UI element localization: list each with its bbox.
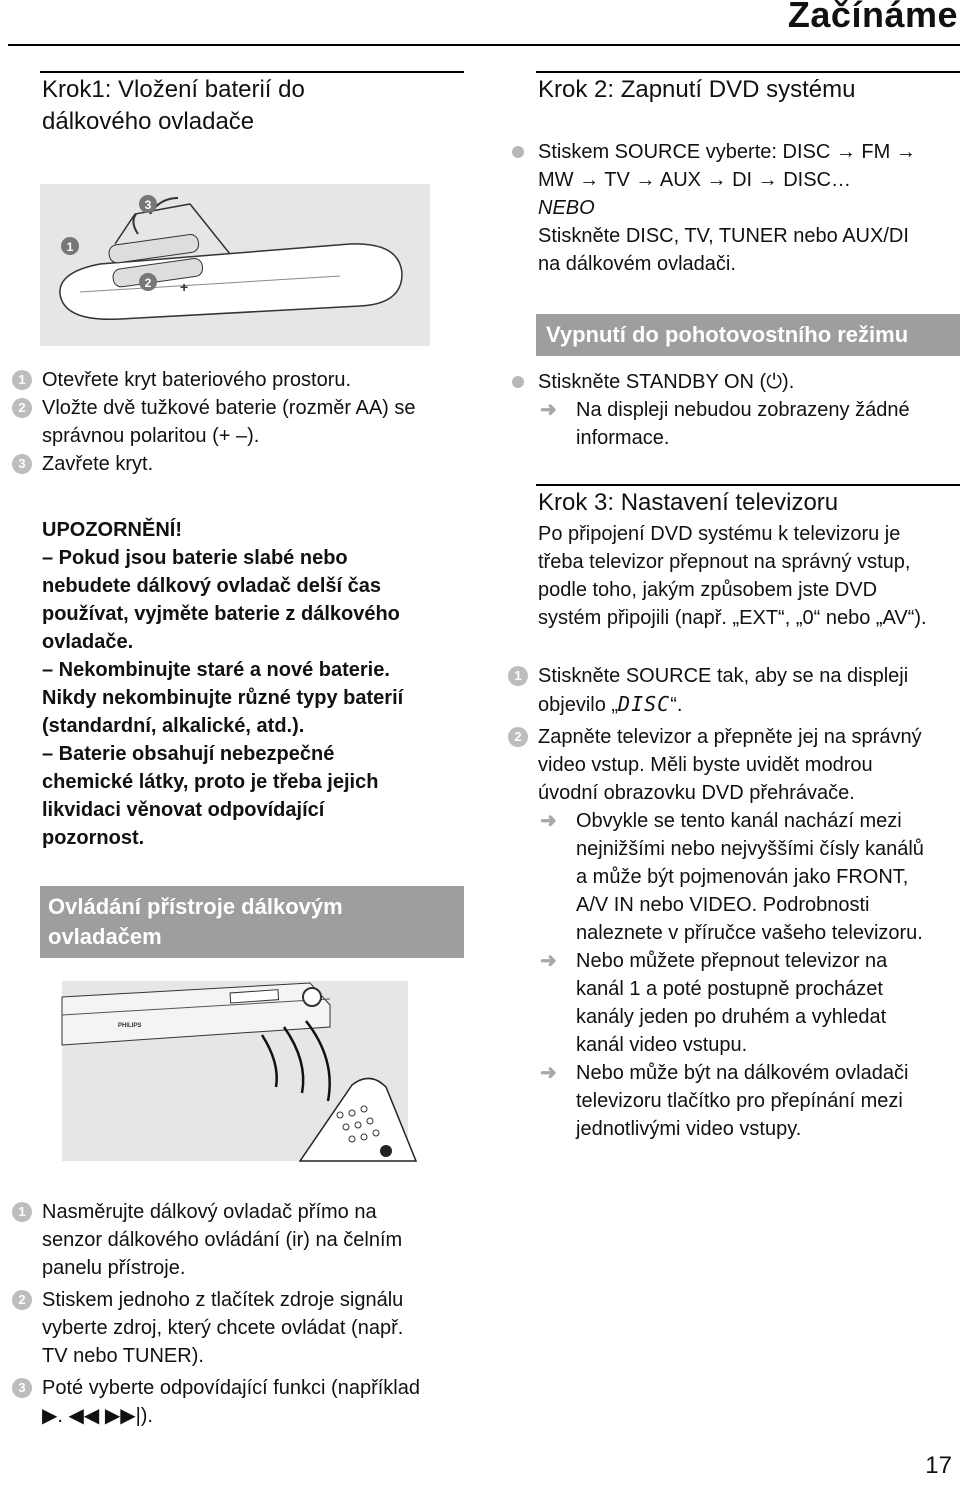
result-line: A/V IN nebo VIDEO. Podrobnosti bbox=[576, 894, 870, 916]
device-remote-drawing bbox=[40, 975, 420, 1165]
step-text: Zavřete kryt. bbox=[42, 453, 154, 475]
remote-control-banner bbox=[40, 886, 464, 958]
krok2-body bbox=[508, 138, 960, 278]
bullet-icon bbox=[512, 376, 524, 388]
krok1-title-line1: Krok1: Vložení baterií do bbox=[42, 76, 305, 103]
warning-line: – Pokud jsou baterie slabé nebo bbox=[42, 547, 348, 569]
step-text-part: objevilo „ bbox=[538, 694, 619, 716]
krok2-line: na dálkovém ovladači. bbox=[538, 253, 736, 275]
step-text: Zapněte televizor a přepněte jej na správný bbox=[538, 726, 922, 748]
warning-line: pozornost. bbox=[42, 827, 145, 849]
remote-step-2 bbox=[12, 1286, 472, 1370]
warning-line: ovladače. bbox=[42, 631, 134, 653]
standby-body bbox=[508, 368, 960, 452]
arrow-right-icon: ➜ bbox=[540, 950, 557, 972]
step-text-part: “. bbox=[670, 694, 683, 716]
remote-step-3 bbox=[12, 1374, 472, 1430]
krok3-intro-line: Po připojení DVD systému k televizoru je bbox=[538, 523, 901, 545]
krok3-intro-line: podle toho, jakým způsobem jste DVD bbox=[538, 579, 878, 601]
lcd-disc-display: DISC bbox=[618, 692, 671, 716]
remote-step-1 bbox=[12, 1198, 472, 1282]
battery-insertion-illustration bbox=[40, 184, 430, 346]
step-text: Vložte dvě tužkové baterie (rozměr AA) se bbox=[42, 397, 416, 419]
result-line: Obvykle se tento kanál nachází mezi bbox=[576, 810, 902, 832]
result-block-3 bbox=[508, 1059, 960, 1143]
banner-line: Ovládání přístroje dálkovým bbox=[48, 894, 343, 919]
result-line: kanály jeden po druhém a vyhledat bbox=[576, 1006, 887, 1028]
krok3-rule bbox=[536, 484, 960, 486]
krok2-item bbox=[508, 138, 960, 278]
battery-step-2 bbox=[12, 394, 462, 450]
warning-line: (standardní, alkalické, atd.). bbox=[42, 715, 305, 737]
step-text: úvodní obrazovku DVD přehrávače. bbox=[538, 782, 855, 804]
remote-steps bbox=[12, 1198, 472, 1430]
warning-line: – Nekombinujte staré a nové baterie. bbox=[42, 659, 390, 681]
result-block-2 bbox=[508, 947, 960, 1059]
step-text: video vstup. Měli byste uvidět modrou bbox=[538, 754, 873, 776]
step-number: 2 bbox=[508, 727, 528, 747]
step-text: TV nebo TUNER). bbox=[42, 1345, 204, 1367]
step-text: správnou polaritou (+ –). bbox=[42, 425, 260, 447]
krok2-line: Stiskněte DISC, TV, TUNER nebo AUX/DI bbox=[538, 225, 909, 247]
battery-steps bbox=[12, 366, 462, 478]
step-number: 3 bbox=[12, 1378, 32, 1398]
krok2-title: Krok 2: Zapnutí DVD systému bbox=[538, 76, 856, 103]
arrow-right-icon: ➜ bbox=[540, 399, 557, 421]
arrow-right-icon: ➜ bbox=[540, 1062, 557, 1084]
krok2-line: Stiskem SOURCE vyberte: DISC → FM → bbox=[538, 141, 916, 163]
standby-item bbox=[508, 368, 960, 396]
page-number: 17 bbox=[925, 1452, 952, 1479]
step-text: Stiskem jednoho z tlačítek zdroje signálu bbox=[42, 1289, 404, 1311]
step-number: 1 bbox=[12, 1202, 32, 1222]
bullet-icon bbox=[512, 146, 524, 158]
banner-line: ovladačem bbox=[48, 924, 162, 949]
warning-line: Nikdy nekombinujte různé typy baterií bbox=[42, 687, 404, 709]
battery-step-3 bbox=[12, 450, 462, 478]
step-text: Stiskněte SOURCE tak, aby se na displeji bbox=[538, 665, 909, 687]
result-line: Nebo můžete přepnout televizor na bbox=[576, 950, 888, 972]
device-remote-illustration bbox=[40, 975, 420, 1165]
standby-result-line: informace. bbox=[576, 427, 670, 449]
krok1-heading bbox=[42, 74, 462, 138]
step-text: panelu přístroje. bbox=[42, 1257, 186, 1279]
left-column-rule bbox=[40, 71, 464, 73]
header-divider bbox=[8, 44, 960, 46]
result-line: kanál video vstupu. bbox=[576, 1034, 748, 1056]
device-brand: PHILIPS bbox=[118, 1023, 142, 1029]
krok3-step-1 bbox=[508, 662, 960, 719]
warning-line: – Baterie obsahují nebezpečné bbox=[42, 743, 335, 765]
warning-line: likvidaci věnovat odpovídající bbox=[42, 799, 325, 821]
step-number: 2 bbox=[12, 398, 32, 418]
step-text: senzor dálkového ovládání (ir) na čelním bbox=[42, 1229, 403, 1251]
step-text: Poté vyberte odpovídající funkci (například bbox=[42, 1377, 420, 1399]
result-line: a může být pojmenován jako FRONT, bbox=[576, 866, 909, 888]
page-header-title: Začínáme bbox=[787, 0, 958, 35]
result-line: Nebo může být na dálkovém ovladači bbox=[576, 1062, 909, 1084]
callout-2-label: 2 bbox=[144, 276, 152, 290]
warning-block bbox=[42, 516, 472, 852]
warning-line: nebudete dálkový ovladač delší čas bbox=[42, 575, 382, 597]
warning-line: používat, vyjměte baterie z dálkového bbox=[42, 603, 400, 625]
krok1-title-line2: dálkového ovladače bbox=[42, 108, 255, 135]
krok2-line: NEBO bbox=[538, 197, 595, 219]
callout-1-label: 1 bbox=[66, 240, 74, 254]
warning-line: chemické látky, proto je třeba jejich bbox=[42, 771, 379, 793]
remote-battery-drawing bbox=[40, 184, 430, 346]
krok3-intro-line: třeba televizor přepnout na správný vstup, bbox=[538, 551, 911, 573]
plus-sign: + bbox=[180, 279, 189, 295]
standby-line: Stiskněte STANDBY ON (⏻). bbox=[538, 371, 795, 393]
step-text: ▶. ◀◀ ▶▶|). bbox=[42, 1405, 153, 1427]
step-number: 2 bbox=[12, 1290, 32, 1310]
result-block-1 bbox=[508, 807, 960, 947]
result-line: naleznete v příručce vašeho televizoru. bbox=[576, 922, 923, 944]
krok3-steps bbox=[508, 662, 960, 1143]
warning-title: UPOZORNĚNÍ! bbox=[42, 519, 182, 541]
krok3-title: Krok 3: Nastavení televizoru bbox=[538, 489, 839, 516]
step-text bbox=[538, 690, 960, 719]
step-number: 1 bbox=[12, 370, 32, 390]
battery-step-1 bbox=[12, 366, 462, 394]
callout-3-label: 3 bbox=[144, 198, 152, 212]
krok3-intro-line: systém připojili (např. „EXT“, „0“ nebo „AV“). bbox=[538, 607, 927, 629]
result-line: nejnižšími nebo nejvyššími čísly kanálů bbox=[576, 838, 924, 860]
standby-result-line: Na displeji nebudou zobrazeny žádné bbox=[576, 399, 910, 421]
step-text: vyberte zdroj, který chcete ovládat (např. bbox=[42, 1317, 404, 1339]
result-line: televizoru tlačítko pro přepínání mezi bbox=[576, 1090, 903, 1112]
right-column-rule bbox=[536, 71, 960, 73]
step-number: 1 bbox=[508, 666, 528, 686]
step-number: 3 bbox=[12, 454, 32, 474]
krok3-intro bbox=[538, 520, 960, 632]
step-text: Otevřete kryt bateriového prostoru. bbox=[42, 369, 352, 391]
result-line: kanál 1 a poté postupně procházet bbox=[576, 978, 883, 1000]
krok2-line: MW → TV → AUX → DI → DISC… bbox=[538, 169, 851, 191]
standby-banner: Vypnutí do pohotovostního režimu bbox=[536, 314, 960, 356]
arrow-right-icon: ➜ bbox=[540, 810, 557, 832]
result-line: jednotlivými video vstupy. bbox=[576, 1118, 802, 1140]
standby-result bbox=[508, 396, 960, 452]
step-text: Nasměrujte dálkový ovladač přímo na bbox=[42, 1201, 377, 1223]
krok3-step-2 bbox=[508, 723, 960, 807]
